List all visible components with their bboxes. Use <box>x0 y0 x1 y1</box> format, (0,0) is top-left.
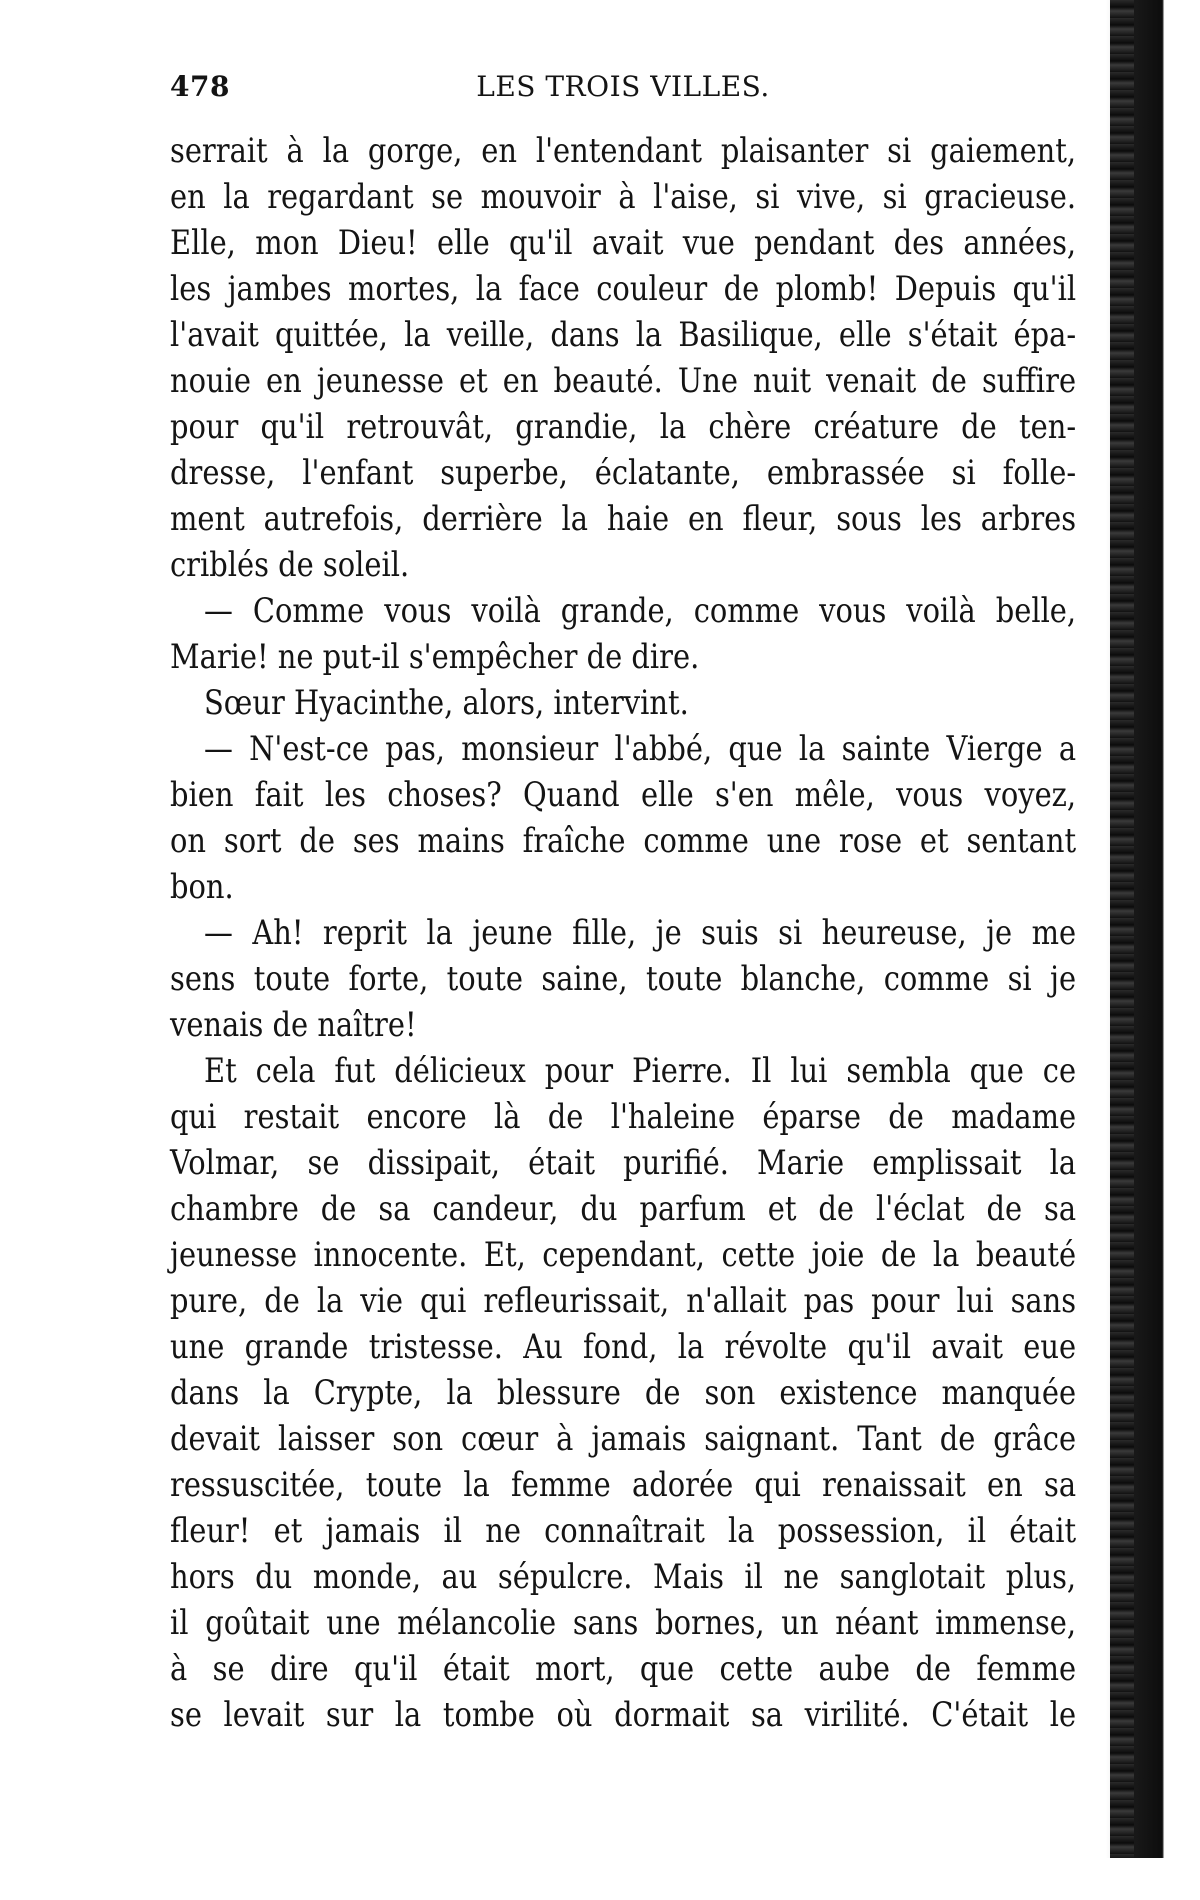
text-line: criblés de soleil. <box>170 545 410 585</box>
text-line: Sœur Hyacinthe, alors, intervint. <box>204 683 689 723</box>
text-line: ment autrefois, derrière la haie en fleur, sous les arbres <box>170 499 1077 539</box>
page-number: 478 <box>170 70 230 103</box>
text-line: venais de naître! <box>170 1005 417 1045</box>
text-line: devait laisser son cœur à jamais saignant. Tant de grâce <box>170 1419 1077 1459</box>
text-line: Volmar, se dissipait, était purifié. Marie emplissait la <box>170 1143 1077 1183</box>
text-line: Marie! ne put-il s'empêcher de dire. <box>170 637 700 677</box>
running-title: LES TROIS VILLES. <box>476 70 770 103</box>
text-line: dresse, l'enfant superbe, éclatante, embrassée si folle- <box>170 453 1077 493</box>
text-line: se levait sur la tombe où dormait sa virilité. C'était le <box>170 1695 1077 1735</box>
text-line: sens toute forte, toute saine, toute blanche, comme si je <box>170 959 1077 999</box>
text-line: une grande tristesse. Au fond, la révolte qu'il avait eue <box>170 1327 1077 1367</box>
page-header <box>170 70 1076 110</box>
text-line: à se dire qu'il était mort, que cette aube de femme <box>170 1649 1077 1689</box>
text-line: — N'est-ce pas, monsieur l'abbé, que la sainte Vierge a <box>204 729 1077 769</box>
text-line: en la regardant se mouvoir à l'aise, si vive, si gracieuse. <box>170 177 1077 217</box>
text-line: — Comme vous voilà grande, comme vous voilà belle, <box>204 591 1077 631</box>
text-line: bon. <box>170 867 234 907</box>
text-line: qui restait encore là de l'haleine éparse de madame <box>170 1097 1077 1137</box>
text-line: jeunesse innocente. Et, cependant, cette joie de la beauté <box>170 1235 1077 1275</box>
text-line: bien fait les choses? Quand elle s'en mêle, vous voyez, <box>170 775 1077 815</box>
body-text <box>170 128 1076 1738</box>
text-line: pour qu'il retrouvât, grandie, la chère créature de ten- <box>170 407 1077 447</box>
page-edge-texture <box>1110 0 1134 1858</box>
text-line: hors du monde, au sépulcre. Mais il ne sanglotait plus, <box>170 1557 1077 1597</box>
text-line: l'avait quittée, la veille, dans la Basilique, elle s'était épa- <box>170 315 1077 355</box>
text-line: Et cela fut délicieux pour Pierre. Il lui sembla que ce <box>204 1051 1077 1091</box>
text-line: Elle, mon Dieu! elle qu'il avait vue pendant des années, <box>170 223 1077 263</box>
text-line: serrait à la gorge, en l'entendant plaisanter si gaiement, <box>170 131 1077 171</box>
text-line: il goûtait une mélancolie sans bornes, un néant immense, <box>170 1603 1077 1643</box>
text-line: on sort de ses mains fraîche comme une rose et sentant <box>170 821 1077 861</box>
text-line: — Ah! reprit la jeune fille, je suis si heureuse, je me <box>204 913 1077 953</box>
text-line: fleur! et jamais il ne connaîtrait la possession, il était <box>170 1511 1077 1551</box>
text-line: nouie en jeunesse et en beauté. Une nuit venait de suffire <box>170 361 1077 401</box>
text-line: chambre de sa candeur, du parfum et de l'éclat de sa <box>170 1189 1077 1229</box>
text-line: pure, de la vie qui refleurissait, n'allait pas pour lui sans <box>170 1281 1077 1321</box>
text-line: les jambes mortes, la face couleur de plomb! Depuis qu'il <box>170 269 1077 309</box>
text-line: ressuscitée, toute la femme adorée qui renaissait en sa <box>170 1465 1077 1505</box>
text-line: dans la Crypte, la blessure de son existence manquée <box>170 1373 1077 1413</box>
